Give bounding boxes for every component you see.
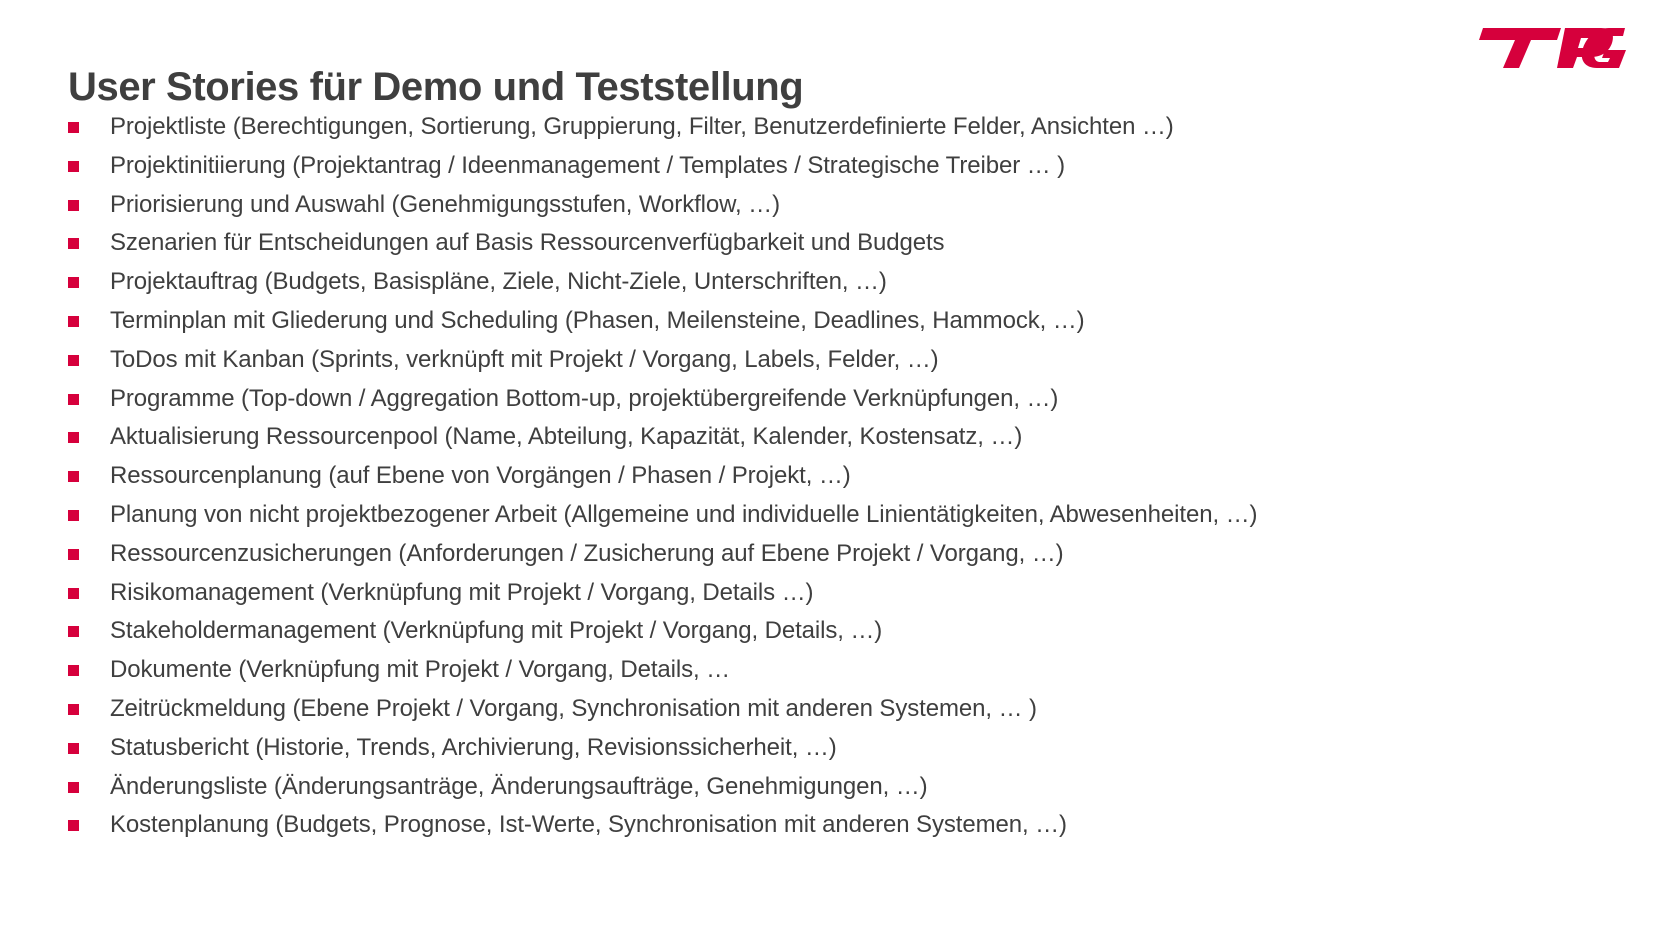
square-bullet-icon xyxy=(68,122,79,133)
list-item-label: Szenarien für Entscheidungen auf Basis Ressourcenverfügbarkeit und Budgets xyxy=(110,229,945,257)
list-item-label: Programme (Top-down / Aggregation Bottom-up, projektübergreifende Verknüpfungen, …) xyxy=(110,384,1059,412)
user-stories-list xyxy=(68,108,1627,845)
list-item xyxy=(68,457,1627,496)
list-item-label: Ressourcenzusicherungen (Anforderungen / Zusicherung auf Ebene Projekt / Vorgang, …) xyxy=(110,539,1064,567)
list-item xyxy=(68,186,1627,225)
list-item xyxy=(68,806,1627,845)
square-bullet-icon xyxy=(68,549,79,560)
list-item-label: Terminplan mit Gliederung und Scheduling (Phasen, Meilensteine, Deadlines, Hammock, …) xyxy=(110,306,1085,334)
square-bullet-icon xyxy=(68,316,79,327)
list-item-label: Aktualisierung Ressourcenpool (Name, Abteilung, Kapazität, Kalender, Kostensatz, …) xyxy=(110,423,1023,451)
list-item xyxy=(68,263,1627,302)
list-item xyxy=(68,380,1627,419)
list-item xyxy=(68,418,1627,457)
list-item xyxy=(68,651,1627,690)
square-bullet-icon xyxy=(68,200,79,211)
square-bullet-icon xyxy=(68,510,79,521)
list-item-label: Kostenplanung (Budgets, Prognose, Ist-Werte, Synchronisation mit anderen Systemen, …) xyxy=(110,811,1067,839)
list-item-label: Dokumente (Verknüpfung mit Projekt / Vorgang, Details, … xyxy=(110,656,731,684)
list-item xyxy=(68,612,1627,651)
list-item-label: Ressourcenplanung (auf Ebene von Vorgängen / Phasen / Projekt, …) xyxy=(110,462,851,490)
list-item-label: Änderungsliste (Änderungsanträge, Änderungsaufträge, Genehmigungen, …) xyxy=(110,772,928,800)
list-item-label: Zeitrückmeldung (Ebene Projekt / Vorgang, Synchronisation mit anderen Systemen, … ) xyxy=(110,694,1037,722)
square-bullet-icon xyxy=(68,394,79,405)
square-bullet-icon xyxy=(68,820,79,831)
square-bullet-icon xyxy=(68,743,79,754)
square-bullet-icon xyxy=(68,355,79,366)
tpg-logo xyxy=(1459,22,1629,74)
square-bullet-icon xyxy=(68,432,79,443)
square-bullet-icon xyxy=(68,588,79,599)
list-item xyxy=(68,690,1627,729)
list-item xyxy=(68,224,1627,263)
list-item-label: Projektliste (Berechtigungen, Sortierung, Gruppierung, Filter, Benutzerdefinierte Felder, Ansichten …) xyxy=(110,113,1174,140)
list-item xyxy=(68,496,1627,535)
list-item xyxy=(68,341,1627,380)
page-title: User Stories für Demo und Teststellung xyxy=(68,64,804,109)
list-item xyxy=(68,535,1627,574)
list-item xyxy=(68,768,1627,807)
list-item xyxy=(68,108,1627,147)
list-item-label: Stakeholdermanagement (Verknüpfung mit Projekt / Vorgang, Details, …) xyxy=(110,617,883,645)
list-item-label: Priorisierung und Auswahl (Genehmigungsstufen, Workflow, …) xyxy=(110,190,780,218)
square-bullet-icon xyxy=(68,238,79,249)
square-bullet-icon xyxy=(68,782,79,793)
list-item-label: Planung von nicht projektbezogener Arbeit (Allgemeine und individuelle Linientätigkeiten, Abwesenheiten, …) xyxy=(110,500,1258,528)
square-bullet-icon xyxy=(68,277,79,288)
list-item-label: ToDos mit Kanban (Sprints, verknüpft mit Projekt / Vorgang, Labels, Felder, …) xyxy=(110,345,939,373)
list-item xyxy=(68,574,1627,613)
list-item xyxy=(68,302,1627,341)
list-item-label: Projektauftrag (Budgets, Basispläne, Ziele, Nicht-Ziele, Unterschriften, …) xyxy=(110,268,887,296)
square-bullet-icon xyxy=(68,161,79,172)
list-item-label: Risikomanagement (Verknüpfung mit Projekt / Vorgang, Details …) xyxy=(110,578,814,606)
square-bullet-icon xyxy=(68,471,79,482)
list-item-label: Statusbericht (Historie, Trends, Archivierung, Revisionssicherheit, …) xyxy=(110,733,837,761)
list-item xyxy=(68,729,1627,768)
square-bullet-icon xyxy=(68,665,79,676)
list-item-label: Projektinitiierung (Projektantrag / Ideenmanagement / Templates / Strategische Treiber … ) xyxy=(110,151,1066,179)
square-bullet-icon xyxy=(68,626,79,637)
square-bullet-icon xyxy=(68,704,79,715)
list-item xyxy=(68,147,1627,186)
